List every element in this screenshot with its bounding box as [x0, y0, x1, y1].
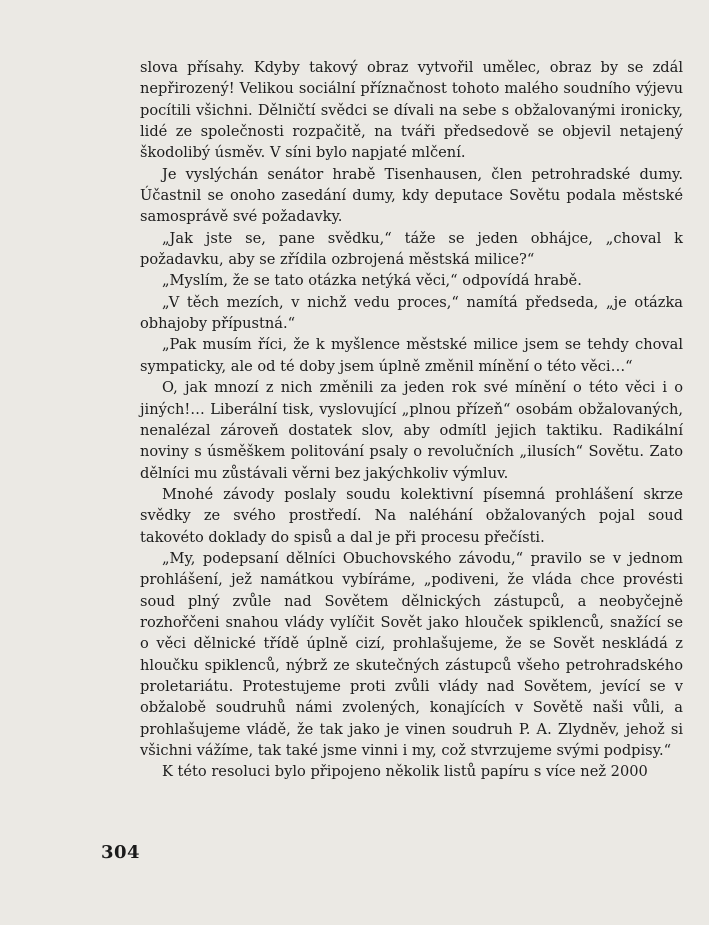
paragraph-continued: slova přísahy. Kdyby takový obraz vytvořil umělec, obraz by se zdál nepřirozený! Velikou sociální příznačnost tohoto malého soudního výjevu pocítili všichni. Dělničtí svědci se dívali na sebe s obžalovanými ironicky, lidé ze společnosti rozpačitě, na tváři předsedově se objevil netajený škodolibý úsměv. V síni bylo napjaté mlčení. [140, 59, 683, 162]
paragraph: Je vyslýchán senátor hrabě Tisenhausen, člen petrohradské dumy. Účastnil se onoho zasedání dumy, kdy deputace Sovětu podala městské samosprávě své požadavky. [140, 165, 683, 226]
paragraph: „Myslím, že se tato otázka netýká věci,“ odpovídá hrabě. [162, 272, 582, 290]
paragraph: Mnohé závody poslaly soudu kolektivní písemná prohlášení skrze svědky ze svého prostředí. Na naléhání obžalovaných pojal soud takovéto doklady do spisů a dal je při procesu přečísti. [140, 485, 683, 546]
paragraph: „V těch mezích, v nichž vedu proces,“ namítá předseda, „je otázka obhajoby přípustná.“ [140, 293, 683, 333]
paragraph-continues: K této resoluci bylo připojeno několik listů papíru s více než 2000 [162, 763, 648, 781]
paragraph: O, jak mnozí z nich změnili za jeden rok své mínění o této věci i o jiných!… Liberální tisk, vyslovující „plnou přízeň“ osobám obžalovaných, nenalézal zároveň dostatek slov, aby odmítl jejich taktiku. Radikální noviny s úsměškem politování psaly o revolučních „ilusích“ Sovětu. Zato dělníci mu zůstávali věrni bez jakýchkoliv výmluv. [140, 379, 683, 482]
page-number: 304 [101, 842, 141, 863]
paragraph: „Pak musím říci, že k myšlence městské milice jsem se tehdy choval sympaticky, ale od té doby jsem úplně změnil mínění o této věci…“ [140, 336, 683, 375]
body-text [140, 57, 683, 783]
paragraph: „My, podepsaní dělníci Obuchovského závodu,“ pravilo se v jednom prohlášení, jež namátkou vybíráme, „podiveni, že vláda chce provésti soud plný zvůle nad Sovětem dělnických zástupců, a neobyčejně rozhořčeni snahou vlády vylíčit Sovět jako hlouček spiklenců, snažící se o věci dělnické třídě úplně cizí, prohlašujeme, že se Sovět neskládá z hloučku spiklenců, nýbrž ze skutečných zástupců všeho petrohradského proletariátu. Protestujeme proti zvůli vlády nad Sovětem, jevící se v obžalobě soudruhů námi zvolených, konajících v Sovětě naši vůli, a prohlašujeme vládě, že tak jako je vinen soudruh P. A. Zlydněv, jehož si všichni vážíme, tak také jsme vinni i my, což stvrzujeme svými podpisy.“ [140, 549, 683, 759]
paragraph: „Jak jste se, pane svědku,“ táže se jeden obhájce, „choval k požadavku, aby se zřídila ozbrojená městská milice?“ [140, 229, 683, 269]
